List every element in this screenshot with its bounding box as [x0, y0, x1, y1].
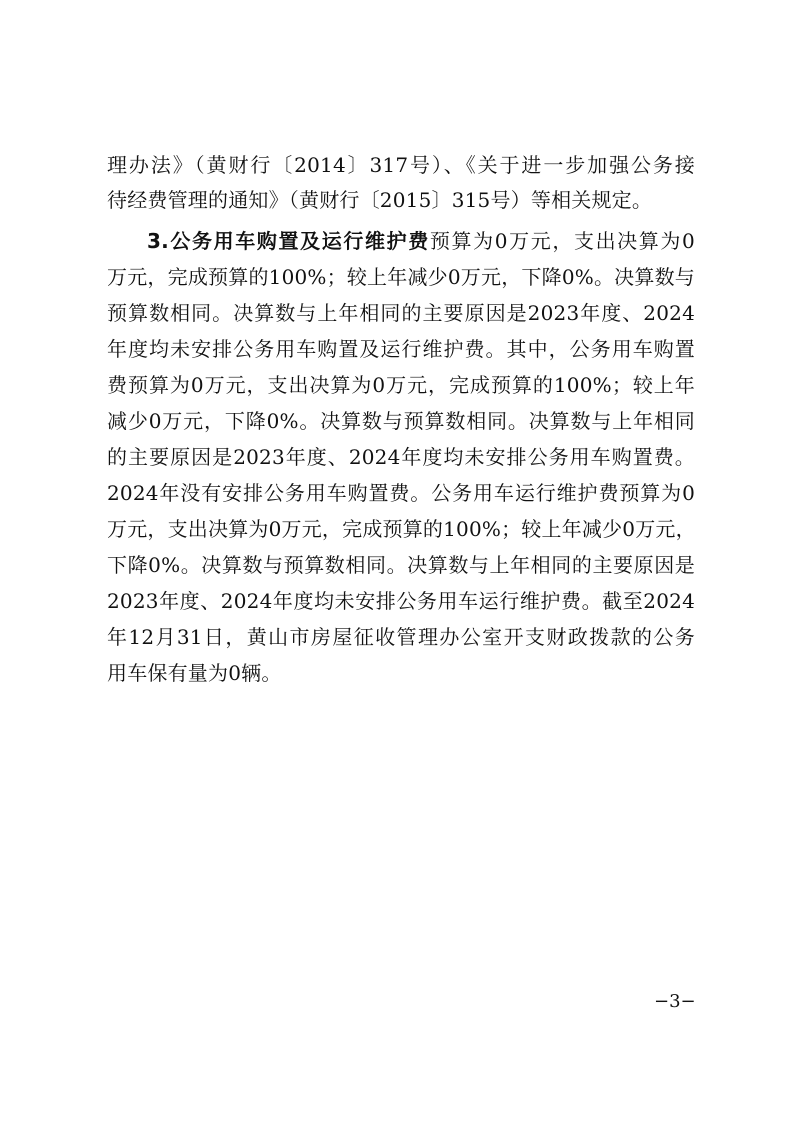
page-number: −3− [654, 991, 696, 1012]
section-3-first-line [147, 227, 695, 255]
section-heading: 3.公务用车购置及运行维护费 [147, 229, 430, 253]
section-heading-rest: 预算为0万元，支出决算为0 [429, 229, 695, 253]
paragraph-line-4: 万元，完成预算的100%；较上年减少0万元，下降0%。决算数与 [107, 265, 695, 289]
paragraph-line-10: 2024年没有安排公务用车购置费。公务用车运行维护费预算为0 [107, 481, 695, 505]
paragraph-line-14: 年12月31日，黄山市房屋征收管理办公室开支财政拨款的公务 [107, 625, 695, 649]
paragraph-line-9: 的主要原因是2023年度、2024年度均未安排公务用车购置费。 [107, 445, 695, 469]
paragraph-line-1: 理办法》（黄财行〔2014〕317号）、《关于进一步加强公务接 [107, 153, 695, 177]
paragraph-line-13: 2023年度、2024年度均未安排公务用车运行维护费。截至2024 [107, 589, 695, 613]
paragraph-line-11: 万元，支出决算为0万元，完成预算的100%；较上年减少0万元， [107, 517, 696, 541]
paragraph-line-2: 待经费管理的通知》（黄财行〔2015〕315号）等相关规定。 [107, 188, 653, 212]
paragraph-line-12: 下降0%。决算数与预算数相同。决算数与上年相同的主要原因是 [107, 553, 695, 577]
paragraph-line-8: 减少0万元，下降0%。决算数与预算数相同。决算数与上年相同 [107, 409, 695, 433]
paragraph-line-5: 预算数相同。决算数与上年相同的主要原因是2023年度、2024 [107, 301, 695, 325]
paragraph-line-6: 年度均未安排公务用车购置及运行维护费。其中，公务用车购置 [107, 337, 695, 361]
paragraph-line-7: 费预算为0万元，支出决算为0万元，完成预算的100%；较上年 [107, 373, 695, 397]
paragraph-line-15: 用车保有量为0辆。 [107, 661, 282, 685]
